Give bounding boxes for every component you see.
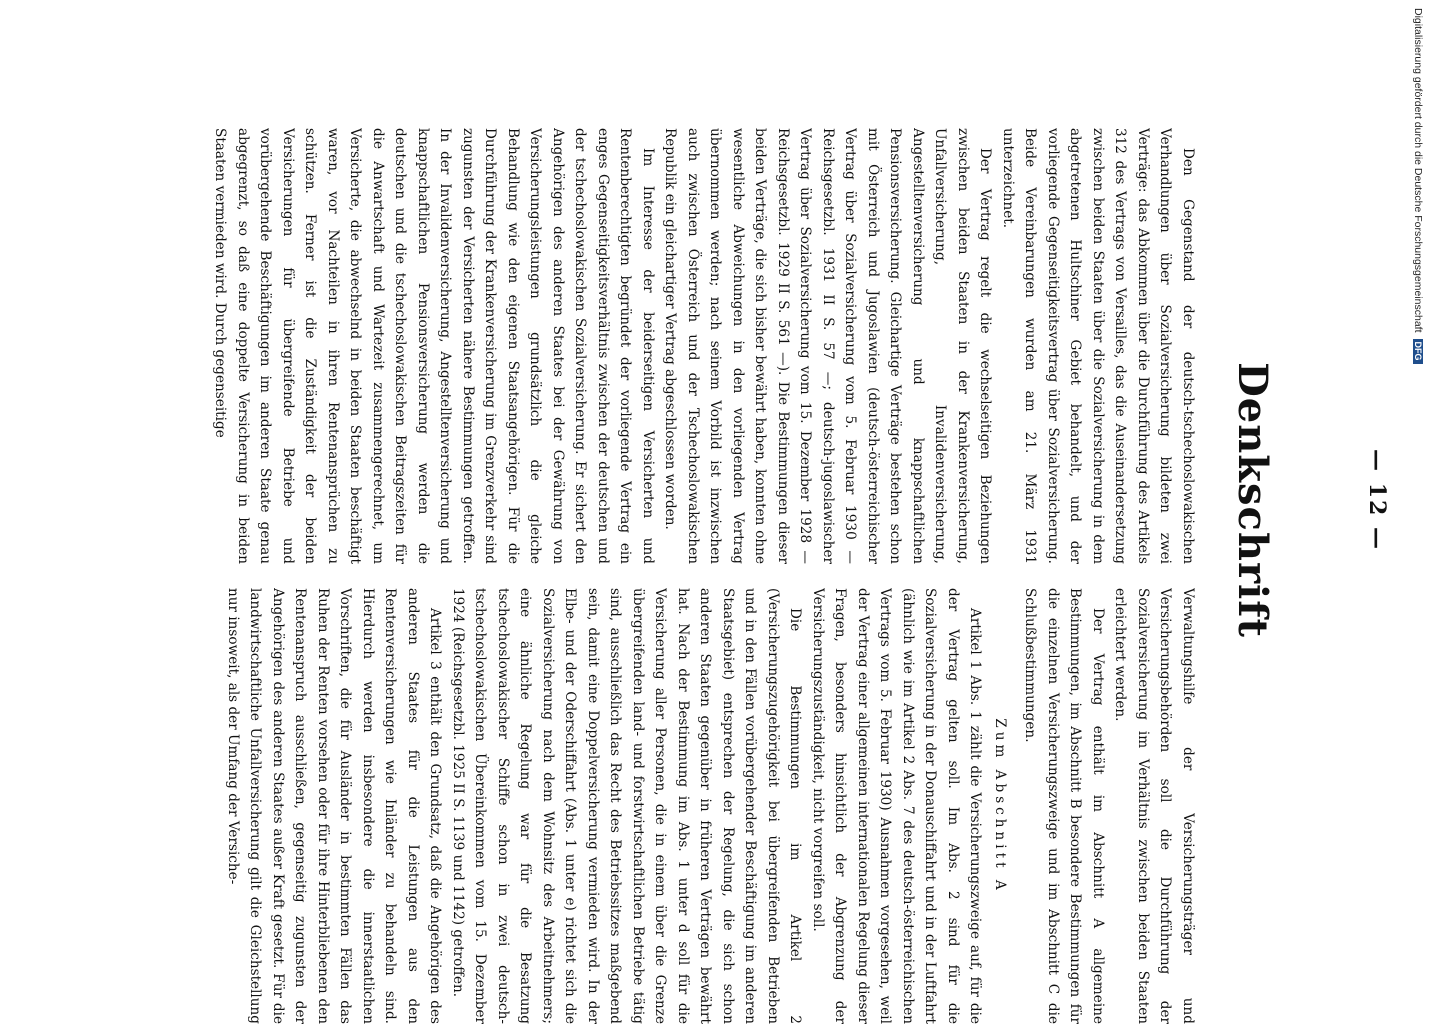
paragraph: Den Gegenstand der deutsch-tschechoslowakischen Verhandlungen über Sozialversicherung bildeten zwei Verträge: das Abkommen über die Durchführung des Artikels 312 des Vertrags von Versailles, das die Auseinandersetzung zwischen beiden Staaten über die Sozialversicherung in dem abgetretenen Hultschiner Gebiet behandelt, und der vorliegende Gegenseitigkeitsvertrag über Sozialversicherung. Beide Vereinbarungen wurden am 21. März 1931 unterzeichnet.	[1000, 128, 1196, 564]
page-number: — 12 —	[1364, 449, 1390, 551]
paragraph: Verwaltungshilfe der Versicherungsträger und Versicherungsbehörden soll die Durchführung der Sozialversicherung im Verhältnis zwischen beiden Staaten erleichtert werden.	[1112, 588, 1196, 1024]
paragraph: Im Interesse der beiderseitigen Versicherten und Rentenberechtigten begründet der vorliegende Vertrag ein enges Gegenseitigkeitsverhältnis zwischen der deutschen und der tschechoslowakischen Sozialversicherung. Er sichert den Angehörigen des anderen Staates bei der Gewährung von Versicherungsleistungen grundsätzlich die gleiche Behandlung wie den eigenen Staatsangehörigen. Für die Durchführung der Krankenversicherung im Grenzverkehr sind zugunsten der Versicherten nähere Bestimmungen getroffen. In der Invalidenversicherung, Angestelltenversicherung und knappschaftlichen Pensionsversicherung werden die deutschen und die tschechoslowakischen Beitragszeiten für die Anwartschaft und Wartezeit zusammengerechnet, um Versicherte, die abwechselnd in beiden Staaten beschäftigt waren, vor Nachteilen in ihren Rentenansprüchen zu schützen. Ferner ist die Zuständigkeit der beiden Versicherungen für übergreifende Betriebe und vorübergehende Beschäftigungen im anderen Staate genau abgegrenzt, so daß eine doppelte Versicherung in beiden Staaten vermieden wird. Durch gegenseitige	[212, 128, 656, 564]
footer-text	[1412, 8, 1424, 568]
digitization-footer	[1408, 8, 1428, 608]
footer-label: Digitalisierung gefördert durch die Deutsche Forschungsgemeinschaft	[1412, 8, 1424, 333]
paragraph: Der Vertrag enthält im Abschnitt A allgemeine Bestimmungen, im Abschnitt B besondere Bestimmungen für die einzelnen Versicherungszweige und im Abschnitt C die Schlußbestimmungen.	[1022, 588, 1106, 1024]
left-text-column	[149, 128, 1199, 564]
page-title: Denkschrift	[1229, 362, 1276, 638]
paragraph: Der Vertrag regelt die wechselseitigen Beziehungen zwischen beiden Staaten in der Krankenversicherung, Unfallversicherung, Invalidenversicherung, Angestelltenversicherung und knappschaftlichen Pensionsversicherung. Gleichartige Verträge bestehen schon mit Österreich und Jugoslawien (deutsch-österreichischer Vertrag über Sozialversicherung vom 5. Februar 1930 — Reichsgesetzbl. 1931 II S. 57 —; deutsch-jugoslawischer Vertrag über Sozialversicherung vom 15. Dezember 1928 — Reichsgesetzbl. 1929 II S. 561 —). Die Bestimmungen dieser beiden Verträge, die sich bisher bewährt haben, konnten ohne wesentliche Abweichungen in den vorliegenden Vertrag übernommen werden; nach seinem Vorbild ist inzwischen auch zwischen Österreich und der Tschechoslowakischen Republik ein gleichartiger Vertrag abgeschlossen worden.	[662, 128, 994, 564]
paragraph: Artikel 3 enthält den Grundsatz, daß die Angehörigen des anderen Staates für die Leistungen aus den Rentenversicherungen wie Inländer zu behandeln sind. Hierdurch werden insbesondere die innerstaatlichen Vorschriften, die für Ausländer in bestimmten Fällen das Ruhen der Renten vorsehen oder für ihre Hinterbliebenen den Rentenanspruch ausschließen, gegenseitig zugunsten der Angehörigen des anderen Staates außer Kraft gesetzt. Für die landwirtschaftliche Unfallversicherung gilt die Gleichstellung nur insoweit, als der Umfang der Versiche-	[225, 588, 444, 1024]
section-heading: Zum Abschnitt A	[992, 718, 1008, 894]
paragraph: Die Bestimmungen im Artikel 2 (Versicherungszugehörigkeit bei übergreifenden Betrieben und in den Fällen vorübergehender Beschäftigung im anderen Staatsgebiet) entsprechen der Regelung, die sich schon anderen Staaten gegenüber in früheren Verträgen bewährt hat. Nach der Bestimmung im Abs. 1 unter d soll für die Versicherung aller Personen, die in einem über die Grenze übergreifenden land- und forstwirtschaftlichen Betriebe tätig sind, ausschließlich das Recht des Betriebssitzes maßgebend sein, damit eine Doppelversicherung vermieden wird. In der Elbe- und der Oderschiffahrt (Abs. 1 unter e) richtet sich die Sozialversicherung nach dem Wohnsitz des Arbeitnehmers; eine ähnliche Regelung war für die Besatzung tschechoslowakischer Schiffe schon in zwei deutsch-tschechoslowakischen Übereinkommen vom 15. Dezember 1924 (Reichsgesetzbl. 1925 II S. 1139 und 1142) getroffen.	[450, 588, 804, 1024]
right-text-column	[149, 588, 1199, 1024]
dfg-logo: DFG	[1413, 339, 1423, 364]
paragraph: Artikel 1 Abs. 1 zählt die Versicherungszweige auf, für die der Vertrag gelten soll. Im Abs. 2 sind für die Sozialversicherung in der Donauschiffahrt und in der Luftfahrt (ähnlich wie im Artikel 2 Abs. 7 des deutsch-österreichischen Vertrags vom 5. Februar 1930) Ausnahmen vorgesehen, weil der Vertrag einer allgemeinen internationalen Regelung dieser Fragen, besonders hinsichtlich der Abgrenzung der Versicherungszuständigkeit, nicht vorgreifen soll.	[810, 588, 984, 1024]
